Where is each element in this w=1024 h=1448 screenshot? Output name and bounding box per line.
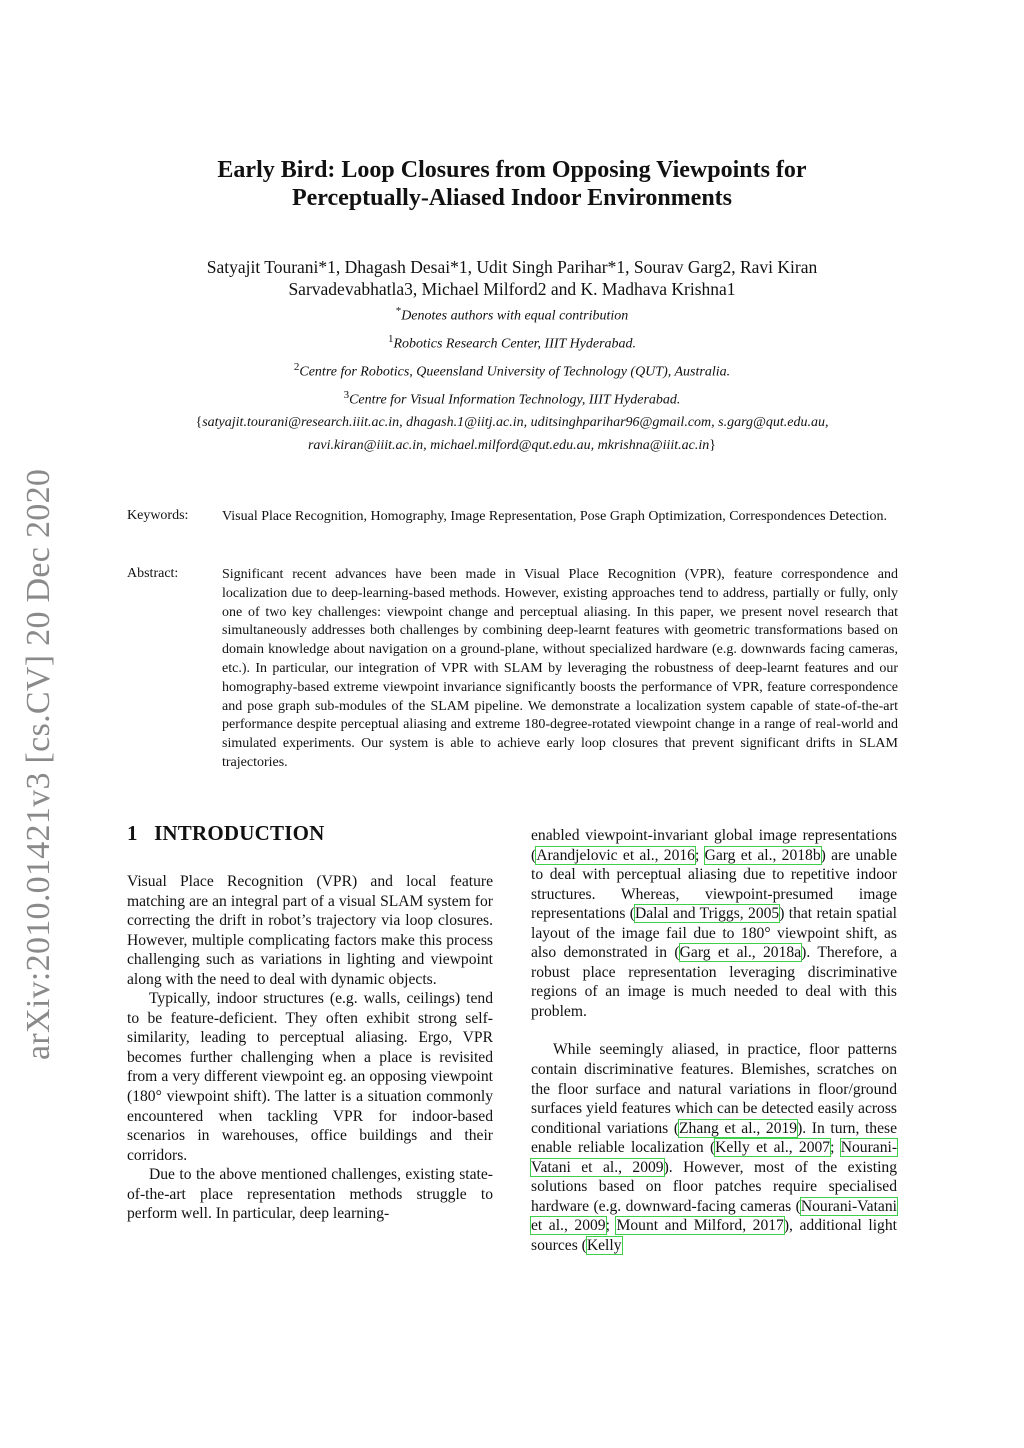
- intro-paragraph-1: Visual Place Recognition (VPR) and local feature matching are an integral part of a visual SLAM system for correcting the drift in robot’s trajectory via loop closures. However, multiple complicating factors make this process challenging such as variations in lighting and viewpoint along with the need to deal with dynamic objects.: [127, 873, 493, 988]
- citation-link[interactable]: Dalal and Triggs, 2005: [634, 905, 780, 923]
- author-list: [150, 256, 874, 300]
- affiliation-equal-contribution: *Denotes authors with equal contribution: [395, 305, 629, 324]
- citation-link[interactable]: Garg et al., 2018a: [679, 944, 802, 962]
- authors-line-1: Satyajit Tourani*1, Dhagash Desai*1, Udit Singh Parihar*1, Sourav Garg2, Ravi Kiran: [206, 257, 818, 277]
- keywords-text: Visual Place Recognition, Homography, Image Representation, Pose Graph Optimization, Correspondences Detection.: [222, 509, 888, 524]
- authors-line-2: Sarvadevabhatla3, Michael Milford2 and K. Madhava Krishna1: [288, 279, 736, 299]
- citation-link[interactable]: Garg et al., 2018b: [704, 846, 821, 864]
- arxiv-identifier: arXiv:2010.01421v3 [cs.CV] 20 Dec 2020: [20, 468, 57, 1060]
- left-column: [127, 872, 493, 1224]
- citation-link[interactable]: Kelly: [586, 1236, 622, 1254]
- abstract-label: Abstract:: [127, 566, 179, 581]
- intro-paragraph-3: Due to the above mentioned challenges, existing state-of-the-art place representation methods struggle to perform well. In particular, deep learning-: [127, 1166, 493, 1223]
- section-title: INTRODUCTION: [154, 821, 325, 845]
- email-list-line-1: {satyajit.tourani@research.iiit.ac.in, dhagash.1@iitj.ac.in, uditsinghparihar96@gmail.com, s.garg@qut.edu.au,: [195, 415, 829, 431]
- title-line-2: Perceptually-Aliased Indoor Environments: [291, 185, 733, 211]
- abstract-text: Significant recent advances have been made in Visual Place Recognition (VPR), feature correspondence and localization due to deep-learning-based methods. However, existing approaches tend to address, partially or fully, only one of two key challenges: viewpoint change and perceptual aliasing. In this paper, we present novel research that simultaneously addresses both challenges by combining deep-learnt features with geometric transformations based on domain knowledge about navigation on a ground-plane, without specialized hardware (e.g. downwards facing cameras, etc.). In particular, our integration of VPR with SLAM by leveraging the robustness of deep-learnt features and our homography-based extreme viewpoint invariance significantly boosts the performance of VPR, feature correspondence and pose graph sub-modules of the SLAM pipeline. We demonstrate a localization system capable of state-of-the-art performance despite perceptual aliasing and extreme 180-degree-rotated viewpoint change in a range of real-world and simulated experiments. Our system is able to achieve early loop closures that prevent significant drifts in SLAM trajectories.: [222, 567, 898, 770]
- email-list-line-2: ravi.kiran@iiit.ac.in, michael.milford@qut.edu.au, mkrishna@iiit.ac.in}: [307, 437, 717, 453]
- paper-title: [150, 156, 874, 212]
- intro-paragraph-4: enabled viewpoint-invariant global image representations (Arandjelovic et al., 2016; Garg et al., 2018b) are unable to deal with perceptual aliasing due to repetitive indoor structures. Whereas, viewpoint-presumed image representations (Dalal and Triggs, 2005) that retain spatial layout of the image fail due to 180° viewpoint shift, as also demonstrated in (Garg et al., 2018a). Therefore, a robust place representation leveraging discriminative regions of an image is much needed to deal with this problem.: [531, 827, 898, 1020]
- title-line-1: Early Bird: Loop Closures from Opposing Viewpoints for: [217, 157, 807, 183]
- citation-link[interactable]: Nourani-Vatani et al., 2009: [531, 1139, 898, 1176]
- affiliations: [100, 300, 924, 457]
- affiliation-1: $^1$Robotics Research Center, IIIT Hyderabad.: [387, 333, 637, 352]
- keywords-label: Keywords:: [127, 508, 189, 523]
- section-heading: [127, 821, 324, 846]
- section-number: 1: [127, 821, 138, 845]
- right-column: [531, 826, 897, 1255]
- affiliation-3: $^3$Centre for Visual Information Technology, IIIT Hyderabad.: [343, 389, 681, 408]
- intro-paragraph-2: Typically, indoor structures (e.g. walls, ceilings) tend to be feature-deficient. They often exhibit strong self-similarity, leading to perceptual aliasing. Ergo, VPR becomes further challenging when a place is revisited from a very different viewpoint eg. an opposing viewpoint (180° viewpoint shift). The latter is a situation commonly encountered when tackling VPR for indoor-based scenarios in warehouses, office buildings and their corridors.: [127, 990, 493, 1164]
- citation-link[interactable]: Zhang et al., 2019: [679, 1119, 798, 1137]
- citation-link[interactable]: Mount and Milford, 2017: [616, 1217, 784, 1235]
- citation-link[interactable]: Nourani-Vatani et al., 2009: [531, 1197, 897, 1235]
- intro-paragraph-5: While seemingly aliased, in practice, floor patterns contain discriminative features. Blemishes, scratches on the floor surface and natural variations in floor/ground surfaces yield features which can be detected easily across conditional variations (Zhang et al., 2019). In turn, these enable reliable localization (Kelly et al., 2007; Nourani-Vatani et al., 2009). However, most of the existing solutions based on floor patches require specialised hardware (e.g. downward-facing cameras (Nourani-Vatani et al., 2009; Mount and Milford, 2017), additional light sources (Kelly: [531, 1041, 898, 1254]
- citation-link[interactable]: Arandjelovic et al., 2016: [536, 846, 695, 864]
- citation-link[interactable]: Kelly et al., 2007: [715, 1139, 831, 1157]
- affiliation-2: $^2$Centre for Robotics, Queensland University of Technology (QUT), Australia.: [293, 361, 731, 380]
